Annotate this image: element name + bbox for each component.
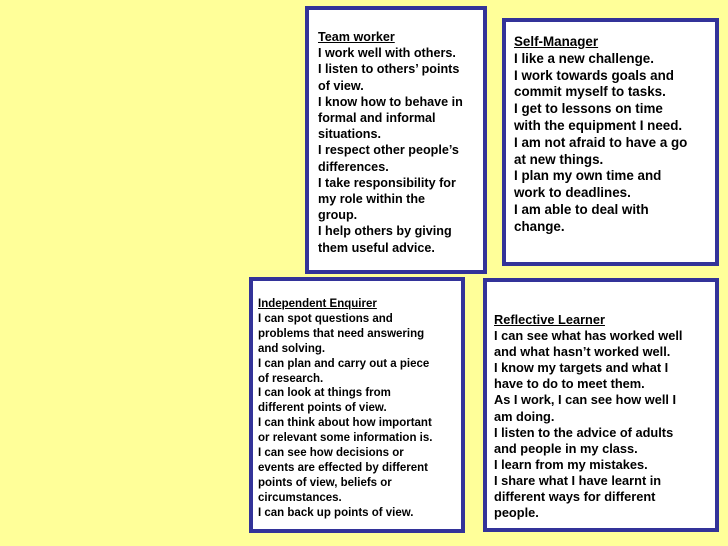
self-manager-line: with the equipment I need.: [514, 117, 683, 133]
team-worker-line: I work well with others.: [318, 46, 456, 61]
independent-enquirer-line: circumstances.: [258, 491, 342, 504]
reflective-learner-line: I share what I have learnt in: [494, 472, 662, 488]
self-manager-line: I am not afraid to have a go: [514, 134, 688, 150]
reflective-learner-line: and what hasn’t worked well.: [494, 344, 671, 360]
independent-enquirer-line: I can spot questions and: [258, 312, 393, 325]
self-manager-line: at new things.: [514, 151, 604, 167]
team-worker-line: my role within the: [318, 192, 426, 207]
independent-enquirer-line: or relevant some information is.: [258, 432, 433, 445]
independent-enquirer-line: I can plan and carry out a piece: [258, 357, 430, 370]
team-worker-card: [305, 6, 487, 274]
reflective-learner-line: and people in my class.: [494, 440, 638, 456]
independent-enquirer-line: points of view, beliefs or: [258, 476, 392, 489]
self-manager-line: I like a new challenge.: [514, 50, 654, 66]
reflective-learner-line: I can see what has worked well: [494, 328, 683, 344]
reflective-learner-line: As I work, I can see how well I: [494, 392, 677, 408]
reflective-learner-line: different ways for different: [494, 489, 656, 505]
reflective-learner-line: I learn from my mistakes.: [494, 456, 648, 472]
self-manager-line: I am able to deal with: [514, 201, 649, 217]
independent-enquirer-line: I can back up points of view.: [258, 506, 414, 519]
reflective-learner-line: people.: [494, 505, 539, 521]
reflective-learner-title: Reflective Learner: [494, 312, 605, 327]
independent-enquirer-title: Independent Enquirer: [258, 298, 377, 310]
self-manager-line: I plan my own time and: [514, 168, 662, 184]
independent-enquirer-line: events are effected by different: [258, 461, 429, 474]
independent-enquirer-line: of research.: [258, 372, 324, 385]
team-worker-line: situations.: [318, 127, 381, 142]
self-manager-line: commit myself to tasks.: [514, 84, 666, 100]
team-worker-line: I listen to others’ points: [318, 62, 460, 77]
independent-enquirer-line: I can think about how important: [258, 417, 432, 430]
team-worker-line: differences.: [318, 159, 389, 174]
team-worker-line: I respect other people’s: [318, 143, 459, 158]
self-manager-line: change.: [514, 218, 565, 234]
independent-enquirer-card: [249, 277, 465, 533]
independent-enquirer-line: I can see how decisions or: [258, 447, 404, 460]
self-manager-line: I work towards goals and: [514, 67, 674, 83]
team-worker-line: I know how to behave in: [318, 94, 463, 109]
independent-enquirer-line: problems that need answering: [258, 327, 425, 340]
self-manager-line: work to deadlines.: [514, 185, 631, 201]
independent-enquirer-line: I can look at things from: [258, 387, 391, 400]
team-worker-line: I help others by giving: [318, 224, 452, 239]
team-worker-line: of view.: [318, 78, 364, 93]
independent-enquirer-line: different points of view.: [258, 402, 387, 415]
reflective-learner-line: I listen to the advice of adults: [494, 424, 674, 440]
reflective-learner-line: am doing.: [494, 408, 555, 424]
team-worker-line: group.: [318, 208, 358, 223]
self-manager-card: [502, 18, 719, 266]
reflective-learner-card: [483, 278, 719, 532]
independent-enquirer-line: and solving.: [258, 342, 326, 355]
reflective-learner-line: I know my targets and what I: [494, 360, 669, 376]
self-manager-line: I get to lessons on time: [514, 101, 663, 117]
team-worker-title: Team worker: [318, 30, 395, 44]
reflective-learner-line: have to do to meet them.: [494, 376, 645, 392]
team-worker-line: I take responsibility for: [318, 175, 456, 190]
self-manager-title: Self-Manager: [514, 34, 599, 49]
team-worker-line: them useful advice.: [318, 240, 435, 255]
team-worker-line: formal and informal: [318, 111, 436, 126]
